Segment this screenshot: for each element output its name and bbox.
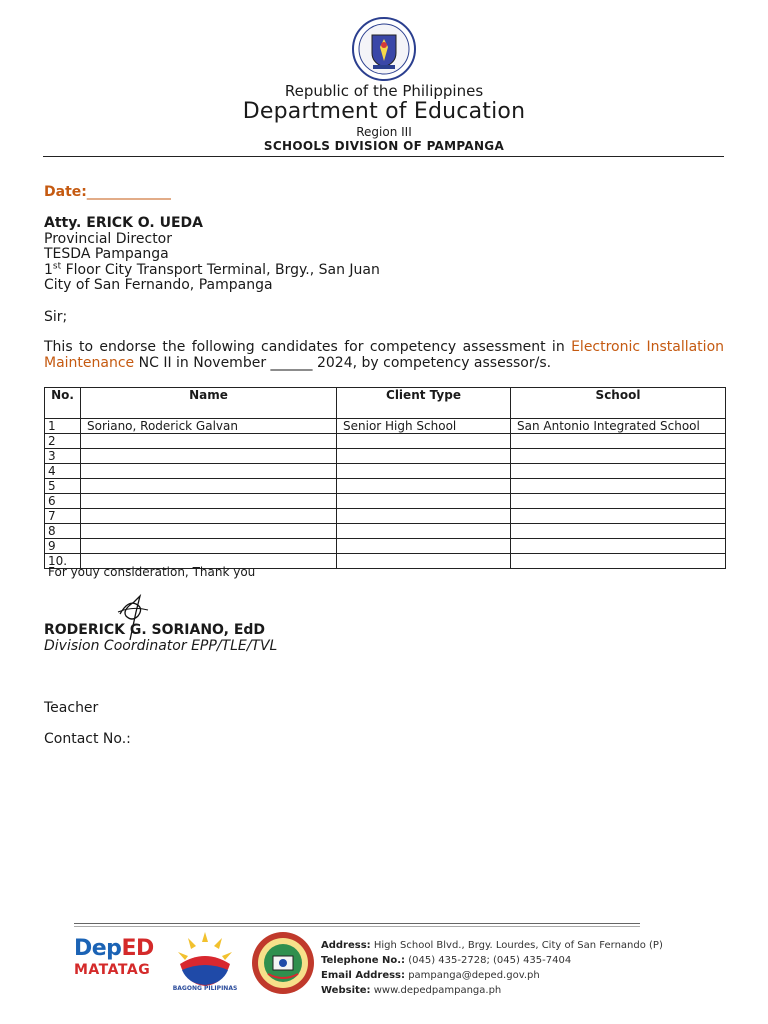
date-blank: ____________: [86, 184, 171, 200]
addressee-city: City of San Fernando, Pampanga: [44, 277, 273, 293]
cell-no: 10.: [45, 554, 81, 569]
table-row: [45, 434, 726, 449]
address-label: Address:: [321, 940, 371, 951]
cell-no: 9: [45, 539, 81, 554]
body-outro: NC II in November ______ 2024, by competency assessor/s.: [134, 354, 552, 371]
website-label: Website:: [321, 985, 371, 996]
table-row: [45, 509, 726, 524]
footer-telephone: [321, 953, 663, 968]
cell-name: [81, 539, 337, 554]
header-name: Name: [81, 388, 337, 419]
addressee-office: TESDA Pampanga: [44, 246, 169, 262]
cell-no: 6: [45, 494, 81, 509]
cell-client-type: [337, 524, 511, 539]
cell-client-type: [337, 479, 511, 494]
addressee-name: Atty. ERICK O. UEDA: [44, 215, 203, 231]
header-school: School: [511, 388, 726, 419]
cell-name: [81, 494, 337, 509]
footer-divider-secondary: [74, 926, 640, 927]
sdo-pampanga-seal: [250, 930, 316, 996]
republic-line: Republic of the Philippines: [284, 82, 484, 100]
deped-logo-word: [74, 936, 154, 961]
qualification-name: Electronic Installation Maintenance: [44, 339, 725, 371]
cell-no: 2: [45, 434, 81, 449]
body-intro: This to endorse the following candidates for competency assessment in: [44, 339, 572, 355]
cell-school: [511, 509, 726, 524]
table-row: [45, 449, 726, 464]
signatory-title: Division Coordinator EPP/TLE/TVL: [44, 638, 278, 654]
cell-no: 1: [45, 419, 81, 434]
cell-client-type: [337, 494, 511, 509]
header-client-type: Client Type: [337, 388, 511, 419]
cell-client-type: Senior High School: [337, 419, 511, 434]
floor-number: 1: [44, 261, 53, 278]
matatag-logo-text: MATATAG: [74, 962, 151, 978]
cell-name: Soriano, Roderick Galvan: [81, 419, 337, 434]
closing-line: For youy consideration, Thank you: [48, 565, 256, 579]
cell-name: [81, 479, 337, 494]
email-value: pampanga@deped.gov.ph: [405, 970, 540, 981]
cell-client-type: [337, 449, 511, 464]
date-label: Date:: [44, 184, 87, 200]
cell-school: [511, 494, 726, 509]
cell-client-type: [337, 464, 511, 479]
cell-client-type: [337, 434, 511, 449]
cell-name: [81, 449, 337, 464]
candidates-table: [44, 387, 726, 569]
table-row: [45, 494, 726, 509]
table-row: [45, 479, 726, 494]
table-row: [45, 539, 726, 554]
date-field: [44, 184, 171, 200]
table-row: [45, 524, 726, 539]
addressee-street: [44, 260, 380, 279]
header-divider: [43, 156, 724, 157]
cell-name: [81, 524, 337, 539]
cell-no: 8: [45, 524, 81, 539]
deped-logo-word-ed: ED: [121, 936, 154, 961]
footer-address: [321, 938, 663, 953]
cell-school: [511, 524, 726, 539]
cell-school: [511, 434, 726, 449]
division-line: SCHOOLS DIVISION OF PAMPANGA: [263, 139, 505, 153]
cell-no: 4: [45, 464, 81, 479]
teacher-label: Teacher: [44, 700, 99, 716]
cell-no: 3: [45, 449, 81, 464]
cell-school: [511, 554, 726, 569]
deped-logo-text: [74, 936, 154, 961]
cell-name: [81, 464, 337, 479]
footer-website: [321, 983, 663, 998]
cell-client-type: [337, 539, 511, 554]
cell-school: [511, 449, 726, 464]
cell-no: 7: [45, 509, 81, 524]
region-line: Region III: [356, 125, 412, 139]
addressee-title: Provincial Director: [44, 230, 173, 247]
table-row: [45, 464, 726, 479]
department-title: Department of Education: [242, 99, 526, 124]
cell-school: [511, 479, 726, 494]
endorsement-paragraph: [44, 340, 724, 371]
cell-client-type: [337, 554, 511, 569]
header-no: No.: [45, 388, 81, 419]
email-label: Email Address:: [321, 970, 406, 981]
floor-rest: Floor City Transport Terminal, Brgy., San Juan: [61, 261, 380, 278]
telephone-label: Telephone No.:: [321, 955, 406, 966]
cell-school: [511, 464, 726, 479]
contact-label: Contact No.:: [44, 731, 131, 747]
table-header-row: [45, 388, 726, 419]
deped-seal-logo: [349, 17, 419, 81]
telephone-value: (045) 435-2728; (045) 435-7404: [405, 955, 572, 966]
footer-divider: [74, 923, 640, 924]
cell-no: 5: [45, 479, 81, 494]
cell-school: San Antonio Integrated School: [511, 419, 726, 434]
floor-suffix: st: [52, 260, 62, 271]
cell-name: [81, 509, 337, 524]
cell-school: [511, 539, 726, 554]
cell-client-type: [337, 509, 511, 524]
signatory-name: RODERICK G. SORIANO, EdD: [44, 622, 266, 638]
footer-email: [321, 968, 663, 983]
salutation: Sir;: [44, 309, 68, 325]
bagong-pilipinas-label: BAGONG PILIPINAS: [172, 985, 238, 992]
deped-logo-word-dep: Dep: [74, 936, 122, 961]
table-row: [45, 419, 726, 434]
address-value: High School Blvd., Brgy. Lourdes, City of San Fernando (P): [370, 940, 663, 951]
footer-contact-info: [321, 938, 663, 998]
cell-name: [81, 434, 337, 449]
website-value: www.depedpampanga.ph: [370, 985, 502, 996]
addressee-block: [44, 216, 380, 294]
